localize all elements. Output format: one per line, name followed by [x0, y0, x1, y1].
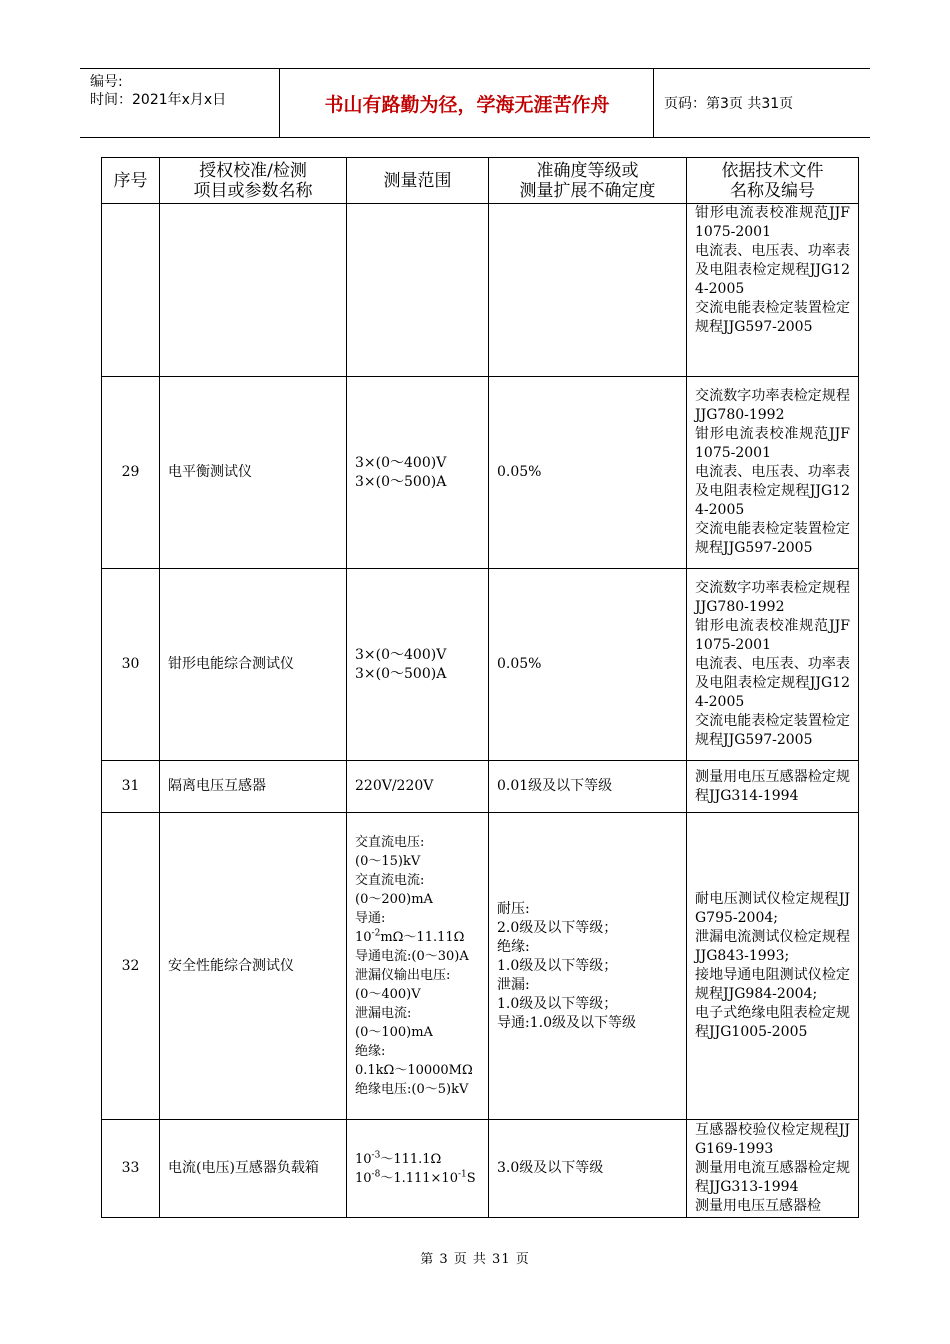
row-range: [347, 761, 489, 813]
row-accuracy: [489, 569, 687, 761]
row-accuracy: [489, 761, 687, 813]
row-range: [347, 569, 489, 761]
row-name: 电流(电压)互感器负载箱: [160, 1120, 347, 1218]
table-row: [102, 204, 859, 377]
accuracy-line: 耐压:: [497, 900, 530, 917]
accuracy-line: 绝缘:: [497, 938, 530, 955]
row-accuracy: [489, 1120, 687, 1218]
date-label: 时间：2021年x月x日: [90, 92, 227, 108]
range-line: 3×(0～400)V: [355, 646, 447, 663]
col-header-docs-line1: 依据技术文件: [721, 160, 824, 181]
col-header-accuracy-line1: 准确度等级或: [536, 160, 639, 181]
col-header-no: 序号: [102, 158, 160, 204]
row-docs: [687, 1120, 859, 1218]
col-header-item: [160, 158, 347, 204]
accuracy-line: 1.0级及以下等级；: [497, 995, 618, 1012]
doc-line: 测量用电压互感器检定规程JJG314-1994: [695, 768, 850, 804]
doc-line: 测量用电流互感器检定规程JJG313-1994: [695, 1160, 850, 1195]
row-name: [160, 204, 347, 377]
row-name: 钳形电能综合测试仪: [160, 569, 347, 761]
page-footer: 第 3 页 共 31 页: [420, 1252, 530, 1267]
accuracy-line: 3.0级及以下等级: [497, 1160, 604, 1176]
table-header-row: [102, 158, 859, 204]
calibration-table: [101, 157, 859, 1218]
row-accuracy: [489, 204, 687, 377]
row-accuracy: [489, 377, 687, 569]
doc-line: 交流数字功率表检定规程JJG780-1992: [695, 388, 850, 423]
row-name: 隔离电压互感器: [160, 761, 347, 813]
col-header-range: 测量范围: [347, 158, 489, 204]
range-line: 泄漏仪输出电压:: [355, 968, 451, 983]
row-range: [347, 813, 489, 1120]
doc-line: 电流表、电压表、功率表及电阻表检定规程JJG124-2005: [695, 464, 850, 518]
doc-line: 耐电压测试仪检定规程JJG795-2004;: [695, 891, 850, 926]
row-docs: [687, 377, 859, 569]
row-no: 31: [102, 761, 160, 813]
row-docs: [687, 813, 859, 1120]
row-no: [102, 204, 160, 377]
col-header-item-line1: 授权校准/检测: [199, 160, 307, 181]
range-line: 导通电流:(0～30)A: [355, 949, 469, 964]
range-line: (0～200)mA: [355, 892, 433, 907]
accuracy-line: 0.01级及以下等级: [497, 778, 613, 794]
range-line: $10^{-8}\sim 1.111\times 10^{-1}S$: [355, 1169, 476, 1186]
range-line: 泄漏电流:: [355, 1006, 412, 1021]
range-line: 交直流电流:: [355, 873, 425, 888]
table-row: [102, 1120, 859, 1218]
row-name: 安全性能综合测试仪: [160, 813, 347, 1120]
header-page: [664, 69, 870, 137]
row-no: 29: [102, 377, 160, 569]
range-line: (0～400)V: [355, 987, 421, 1002]
doc-line: 钳形电流表校准规范JJF1075-2001: [695, 426, 850, 461]
doc-line: 电流表、电压表、功率表及电阻表检定规程JJG124-2005: [695, 656, 850, 710]
header-motto: 书山有路勤为径，学海无涯苦作舟: [281, 69, 654, 137]
accuracy-line: 0.05%: [497, 464, 542, 480]
col-header-accuracy-line2: 测量扩展不确定度: [519, 180, 656, 201]
range-line: 绝缘:: [355, 1044, 386, 1059]
doc-line: 接地导通电阻测试仪检定规程JJG984-2004;: [695, 967, 850, 1002]
doc-line: 交流电能表检定装置检定规程JJG597-2005: [695, 521, 850, 556]
accuracy-line: 1.0级及以下等级；: [497, 957, 618, 974]
page-header: [80, 68, 870, 138]
range-line: 3×(0～500)A: [355, 665, 447, 682]
row-range: [347, 377, 489, 569]
doc-line: 交流电能表检定装置检定规程JJG597-2005: [695, 300, 850, 335]
doc-line: 测量用电压互感器检: [695, 1198, 821, 1214]
row-no: 33: [102, 1120, 160, 1218]
accuracy-line: 0.05%: [497, 656, 542, 672]
row-no: 32: [102, 813, 160, 1120]
page-label: 页码：第3页 共31页: [664, 96, 794, 112]
accuracy-line: 导通:1.0级及以下等级: [497, 1014, 636, 1031]
range-line: $10^{-3}\sim 111.1\Omega$: [355, 1150, 442, 1167]
table-row: [102, 813, 859, 1120]
header-meta: [80, 69, 280, 137]
range-line: 3×(0～500)A: [355, 473, 447, 490]
range-line: 导通:: [355, 911, 386, 926]
table-row: [102, 569, 859, 761]
row-docs: [687, 761, 859, 813]
range-line: 交直流电压:: [355, 835, 425, 850]
accuracy-line: 泄漏:: [497, 976, 530, 993]
doc-line: 泄漏电流测试仪检定规程JJG843-1993;: [695, 929, 850, 964]
row-docs: [687, 569, 859, 761]
col-header-item-line2: 项目或参数名称: [193, 180, 313, 201]
row-no: 30: [102, 569, 160, 761]
row-name: 电平衡测试仪: [160, 377, 347, 569]
code-label: 编号:: [90, 74, 123, 90]
row-accuracy: [489, 813, 687, 1120]
row-range: [347, 204, 489, 377]
range-line: $10^{-2}m\Omega\sim 11.11\Omega$: [355, 928, 465, 945]
table-row: [102, 377, 859, 569]
col-header-docs-line2: 名称及编号: [730, 180, 815, 201]
doc-line: 电流表、电压表、功率表及电阻表检定规程JJG124-2005: [695, 243, 850, 297]
col-header-docs: [687, 158, 859, 204]
accuracy-line: 2.0级及以下等级；: [497, 919, 618, 936]
doc-line: 钳形电流表校准规范JJF1075-2001: [695, 618, 850, 653]
row-range: [347, 1120, 489, 1218]
range-line: 绝缘电压:(0～5)kV: [355, 1082, 469, 1097]
doc-line: 互感器校验仪检定规程JJG169-1993: [695, 1122, 850, 1157]
doc-line: 电子式绝缘电阻表检定规程JJG1005-2005: [695, 1005, 850, 1040]
col-header-accuracy: [489, 158, 687, 204]
range-line: 3×(0～400)V: [355, 454, 447, 471]
row-docs: [687, 204, 859, 377]
doc-line: 钳形电流表校准规范JJF1075-2001: [695, 205, 850, 240]
range-line: (0～15)kV: [355, 854, 421, 869]
doc-line: 交流数字功率表检定规程JJG780-1992: [695, 580, 850, 615]
table-row: [102, 761, 859, 813]
range-line: 0.1kΩ～10000MΩ: [355, 1063, 473, 1078]
range-line: 220V/220V: [355, 778, 434, 794]
doc-line: 交流电能表检定装置检定规程JJG597-2005: [695, 713, 850, 748]
range-line: (0～100)mA: [355, 1025, 433, 1040]
